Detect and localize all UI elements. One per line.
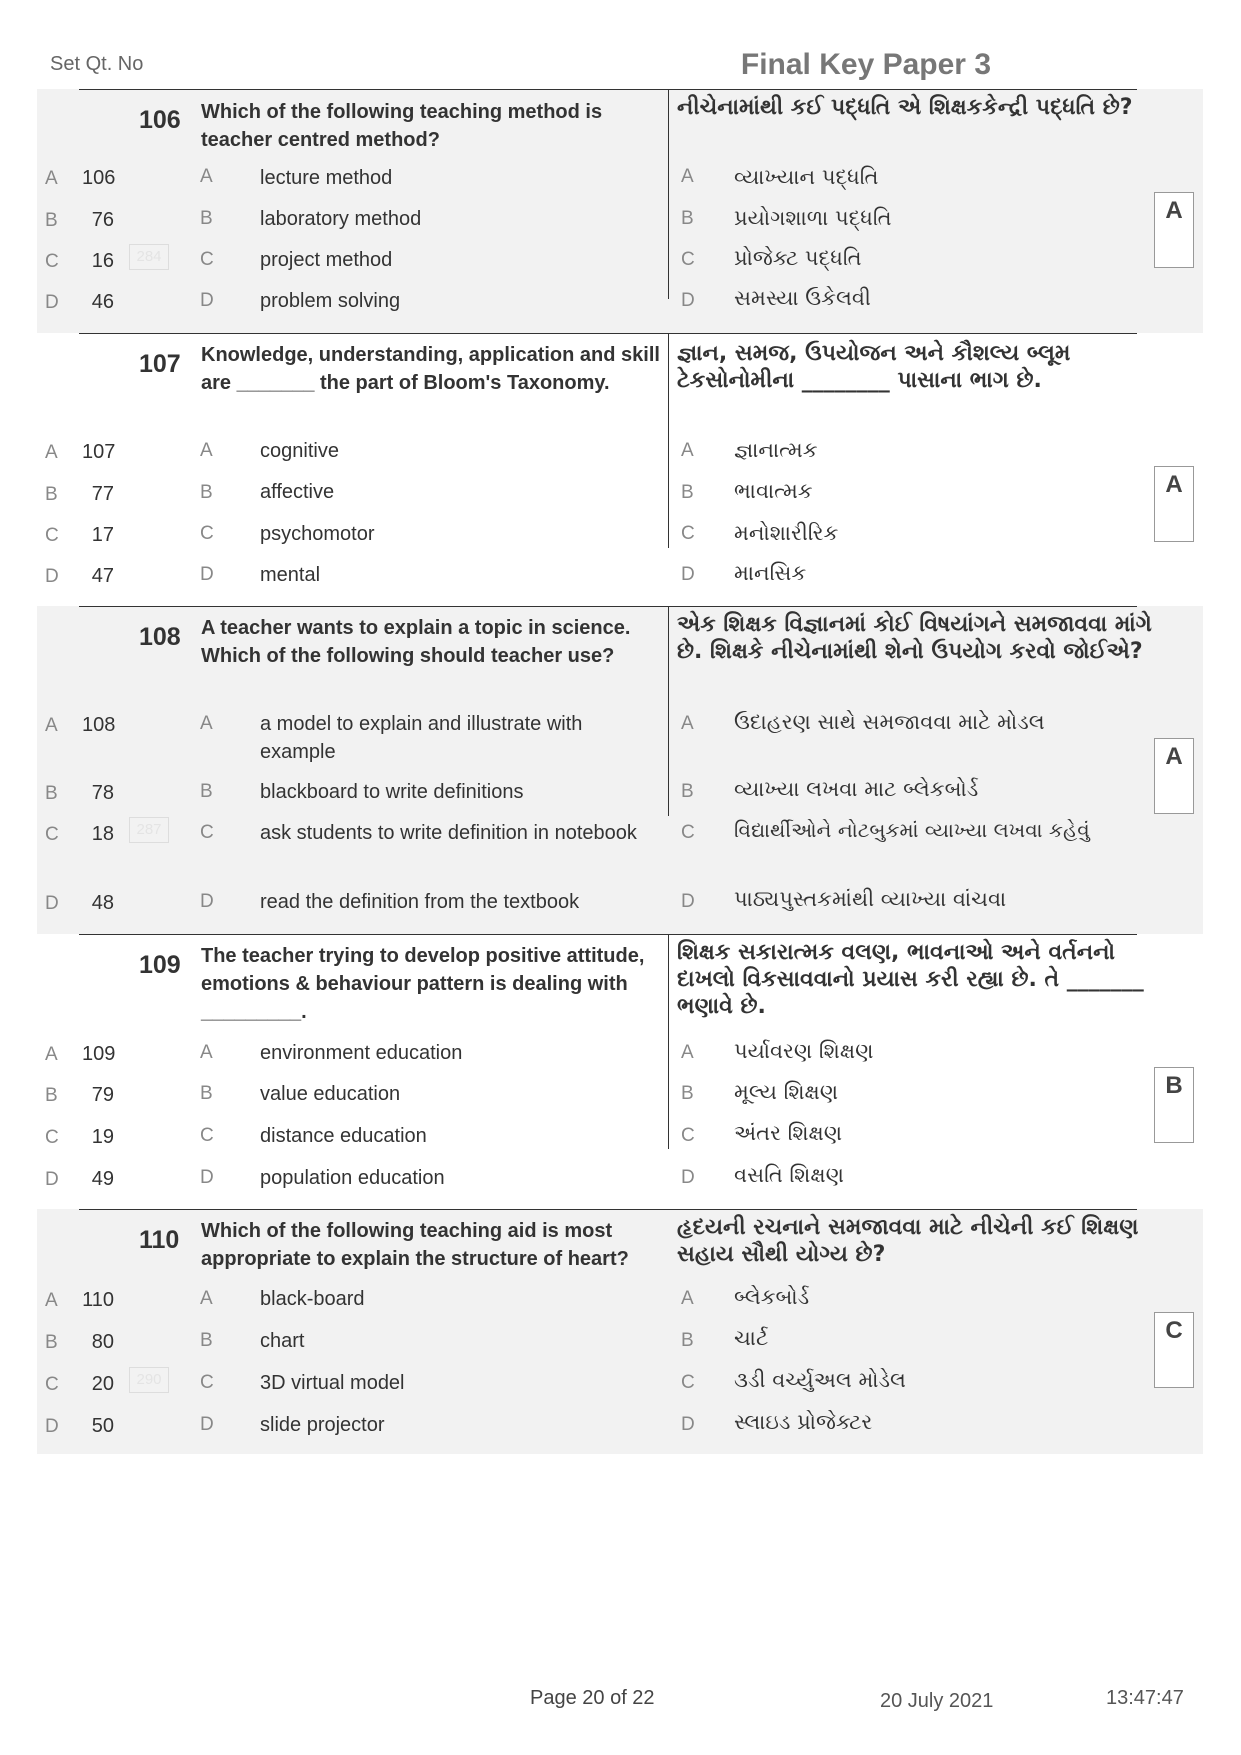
set-letter: B <box>45 1332 58 1353</box>
option-text-en: ask students to write definition in notebook <box>260 822 637 844</box>
option-letter-gu: C <box>681 249 695 270</box>
option-text-gu: જ્ઞાનાત્મક <box>734 438 818 462</box>
option-text-en: psychomotor <box>260 523 375 545</box>
option-letter: A <box>200 713 213 734</box>
option-letter-gu: D <box>681 564 695 585</box>
set-question-number: 19 <box>91 1126 114 1148</box>
set-letter: C <box>45 1127 59 1148</box>
option-text-en: problem solving <box>260 290 401 312</box>
option-letter: C <box>200 1125 214 1146</box>
question-block <box>37 606 1203 934</box>
option-letter-gu: B <box>681 781 694 802</box>
set-question-number: 18 <box>91 823 114 845</box>
question-text-gu: નીચેનામાંથી કઈ પદ્ધતિ એ શિક્ષકકેન્દ્રી પદ્ધતિ છે? <box>677 95 1133 120</box>
option-text-gu: ચાર્ટ <box>734 1326 769 1350</box>
option-text-gu: વ્યાખ્યા લખવા માટ બ્લેકબોર્ડ <box>734 777 979 801</box>
option-letter-gu: D <box>681 891 695 912</box>
set-letter: A <box>45 168 58 189</box>
question-number: 110 <box>139 1226 180 1254</box>
question-text-gu: શિક્ષક સકારાત્મક વલણ, ભાવનાઓ અને વર્તનનો દાખલો વિકસાવવાનો પ્રયાસ કરી રહ્યા છે. તે _______ ભણાવે છે. <box>677 940 1144 1019</box>
option-text-gu: માનસિક <box>734 561 807 585</box>
watermark-number: 290 <box>129 1367 169 1393</box>
option-text-gu: વિદ્યાર્થીઓને નોટબુકમાં વ્યાખ્યા લખવા કહેવું <box>734 818 1090 842</box>
option-letter: B <box>200 208 213 229</box>
option-letter-gu: A <box>681 713 694 734</box>
option-text-en: a model to explain and illustrate with example <box>260 713 583 763</box>
option-text-gu: પ્રોજેક્ટ પદ્ધતિ <box>734 246 862 270</box>
question-text-en: Which of the following teaching method is teacher centred method? <box>201 101 603 151</box>
option-letter: A <box>200 1042 213 1063</box>
question-text-en: Knowledge, understanding, application and skill are _______ the part of Bloom's Taxonomy. <box>201 344 660 394</box>
page-number: Page 20 of 22 <box>530 1687 655 1709</box>
option-letter-gu: A <box>681 440 694 461</box>
option-text-gu: વ્યાખ્યાન પદ્ધતિ <box>734 165 879 189</box>
set-letter: C <box>45 525 59 546</box>
divider <box>79 1209 1137 1210</box>
option-text-en: mental <box>260 564 321 586</box>
option-letter: A <box>200 1288 213 1309</box>
option-text-en: environment education <box>260 1042 463 1064</box>
option-letter-gu: B <box>681 208 694 229</box>
question-text-gu: જ્ઞાન, સમજ, ઉપયોજન અને કૌશલ્ય બ્લૂમ ટેકસોનોમીના ________ પાસાના ભાગ છે. <box>677 341 1071 393</box>
option-letter: D <box>200 564 214 585</box>
option-text-gu: અંતર શિક્ષણ <box>734 1121 843 1145</box>
set-question-number: 80 <box>91 1331 114 1353</box>
watermark-number: 287 <box>129 817 169 843</box>
set-letter: C <box>45 1374 59 1395</box>
question-text-en: The teacher trying to develop positive attitude, emotions & behaviour pattern is dealing with _________. <box>201 945 645 1023</box>
option-text-en: 3D virtual model <box>260 1372 405 1394</box>
set-letter: B <box>45 1085 58 1106</box>
footer-date: 20 July 2021 <box>880 1690 994 1712</box>
set-letter: A <box>45 1044 58 1065</box>
set-letter: D <box>45 1416 59 1437</box>
option-letter-gu: D <box>681 1167 695 1188</box>
option-letter: C <box>200 249 214 270</box>
question-number: 107 <box>139 350 181 378</box>
set-question-number: 78 <box>91 782 114 804</box>
column-divider <box>668 606 669 816</box>
watermark-number: 284 <box>129 244 169 270</box>
option-letter: C <box>200 822 214 843</box>
option-letter-gu: C <box>681 822 695 843</box>
column-divider <box>668 333 669 548</box>
question-text-en: A teacher wants to explain a topic in science. Which of the following should teacher use? <box>201 617 631 667</box>
set-question-number: 48 <box>91 892 114 914</box>
answer-key-box: A <box>1154 192 1194 268</box>
option-letter: B <box>200 1083 213 1104</box>
option-text-gu: ભાવાત્મક <box>734 479 813 503</box>
option-text-en: affective <box>260 481 335 503</box>
option-text-en: lecture method <box>260 167 393 189</box>
option-letter-gu: B <box>681 482 694 503</box>
answer-key-box: A <box>1154 738 1194 814</box>
answer-key-box: B <box>1154 1067 1194 1143</box>
option-text-en: project method <box>260 249 393 271</box>
set-letter: D <box>45 1169 59 1190</box>
option-letter: D <box>200 1414 214 1435</box>
option-text-en: chart <box>260 1330 305 1352</box>
set-letter: D <box>45 566 59 587</box>
option-letter: D <box>200 1167 214 1188</box>
option-letter-gu: A <box>681 166 694 187</box>
option-letter: A <box>200 166 213 187</box>
option-letter-gu: D <box>681 290 695 311</box>
answer-key-box: C <box>1154 1312 1194 1388</box>
option-letter: B <box>200 1330 213 1351</box>
set-question-number: 50 <box>91 1415 114 1437</box>
option-letter-gu: A <box>681 1042 694 1063</box>
question-block <box>37 333 1203 606</box>
set-letter: B <box>45 210 58 231</box>
option-text-en: laboratory method <box>260 208 422 230</box>
option-text-gu: બ્લેકબોર્ડ <box>734 1285 810 1309</box>
option-text-gu: વસતિ શિક્ષણ <box>734 1163 844 1187</box>
set-question-number: 16 <box>91 250 114 272</box>
option-letter: B <box>200 482 213 503</box>
set-question-number: 77 <box>91 483 114 505</box>
question-text-gu: હૃદયની રચનાને સમજાવવા માટે નીચેની કઈ શિક્ષણ સહાય સૌથી યોગ્ય છે? <box>677 1215 1139 1267</box>
divider <box>79 606 1137 607</box>
set-question-number: 20 <box>91 1373 114 1395</box>
paper-title: Final Key Paper 3 <box>740 48 991 81</box>
column-divider <box>668 934 669 1149</box>
set-letter: B <box>45 484 58 505</box>
option-letter: D <box>200 891 214 912</box>
option-letter-gu: D <box>681 1414 695 1435</box>
option-text-gu: પર્યાવરણ શિક્ષણ <box>734 1039 874 1063</box>
set-question-number: 79 <box>91 1084 114 1106</box>
option-text-en: slide projector <box>260 1414 385 1436</box>
option-text-gu: મૂલ્ય શિક્ષણ <box>734 1080 839 1104</box>
option-letter: B <box>200 781 213 802</box>
question-number: 108 <box>139 623 181 651</box>
question-block <box>37 934 1203 1209</box>
question-number: 106 <box>139 106 181 134</box>
option-letter: A <box>200 440 213 461</box>
header-set-qtno: Set Qt. No <box>50 53 144 75</box>
divider <box>79 934 1137 935</box>
question-text-gu: એક શિક્ષક વિજ્ઞાનમાં કોઈ વિષયાંગને સમજાવવા માંગે છે. શિક્ષકે નીચેનામાંથી શેનો ઉપયોગ કરવો જોઈએ? <box>677 612 1152 664</box>
set-letter: A <box>45 1290 58 1311</box>
set-letter: B <box>45 783 58 804</box>
set-question-number: 17 <box>91 524 114 546</box>
option-letter-gu: C <box>681 1372 695 1393</box>
option-text-gu: ઉદાહરણ સાથે સમજાવવા માટે મોડલ <box>734 710 1045 734</box>
set-question-number: 46 <box>91 291 114 313</box>
option-text-en: distance education <box>260 1125 427 1147</box>
option-text-gu: પાઠ્યપુસ્તકમાંથી વ્યાખ્યા વાંચવા <box>734 887 1007 911</box>
question-block <box>37 1209 1203 1454</box>
option-letter-gu: B <box>681 1330 694 1351</box>
option-text-gu: પ્રયોગશાળા પદ્ધતિ <box>734 206 892 230</box>
option-letter-gu: C <box>681 1125 695 1146</box>
option-text-en: read the definition from the textbook <box>260 891 580 913</box>
question-number: 109 <box>139 951 181 979</box>
set-question-number: 49 <box>91 1168 114 1190</box>
option-letter-gu: C <box>681 523 695 544</box>
set-letter: C <box>45 251 59 272</box>
option-letter: C <box>200 1372 214 1393</box>
set-letter: C <box>45 824 59 845</box>
option-text-gu: ૩ડી વર્ચ્યુઅલ મોડેલ <box>734 1368 906 1392</box>
answer-key-box: A <box>1154 466 1194 542</box>
option-letter: D <box>200 290 214 311</box>
option-letter: C <box>200 523 214 544</box>
question-text-en: Which of the following teaching aid is most appropriate to explain the structure of heart? <box>201 1220 629 1270</box>
option-text-gu: સ્લાઇડ પ્રોજેક્ટર <box>734 1410 873 1434</box>
set-letter: D <box>45 292 59 313</box>
option-text-gu: મનોશારીરિક <box>734 521 839 545</box>
divider <box>79 333 1137 334</box>
set-letter: A <box>45 442 58 463</box>
question-block <box>37 89 1203 333</box>
column-divider <box>668 89 669 299</box>
option-text-en: value education <box>260 1083 401 1105</box>
set-question-number: 106 <box>82 167 116 189</box>
set-question-number: 107 <box>82 441 116 463</box>
set-letter: A <box>45 715 58 736</box>
footer-time: 13:47:47 <box>1106 1687 1184 1709</box>
option-letter-gu: B <box>681 1083 694 1104</box>
set-question-number: 76 <box>91 209 114 231</box>
set-question-number: 109 <box>82 1043 116 1065</box>
option-text-en: blackboard to write definitions <box>260 781 524 803</box>
option-text-en: black-board <box>260 1288 365 1310</box>
option-text-en: cognitive <box>260 440 339 462</box>
set-question-number: 47 <box>91 565 114 587</box>
option-letter-gu: A <box>681 1288 694 1309</box>
set-question-number: 108 <box>82 714 116 736</box>
set-question-number: 110 <box>82 1289 114 1311</box>
divider <box>79 89 1137 90</box>
option-text-en: population education <box>260 1167 445 1189</box>
option-text-gu: સમસ્યા ઉકેલવી <box>734 286 871 310</box>
set-letter: D <box>45 893 59 914</box>
